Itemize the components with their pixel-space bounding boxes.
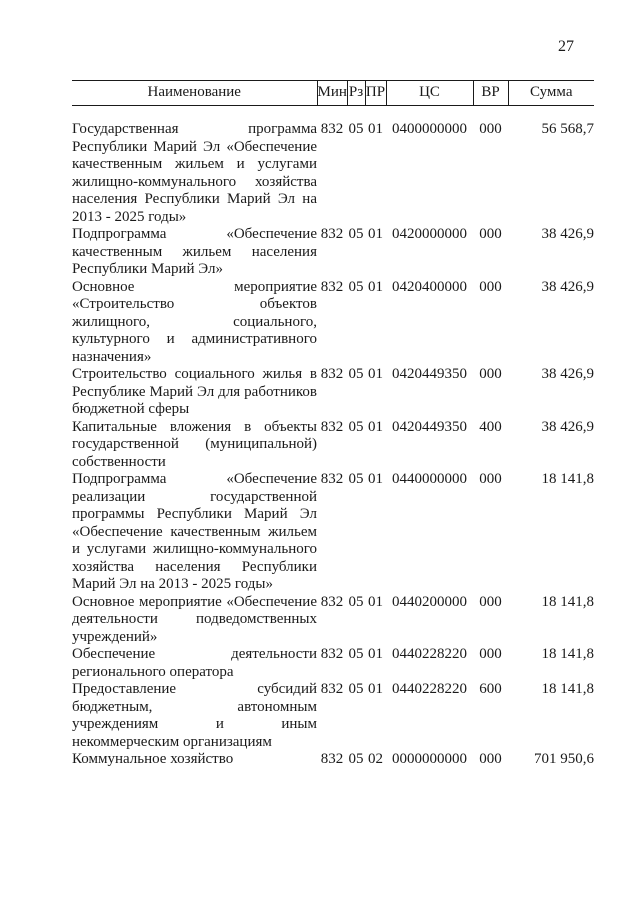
row-rz: 05 [348, 418, 364, 435]
row-name: Предоставление субсидий бюджетным, автономным учреждениям и иным некоммерческим организациям [72, 681, 317, 750]
row-min: 832 [320, 418, 344, 435]
row-pr: 01 [368, 226, 383, 242]
row-vr: 000 [479, 121, 502, 137]
row-rz: 05 [348, 121, 364, 137]
row-sum: 18 141,8 [541, 593, 594, 610]
row-pr: 01 [368, 471, 383, 487]
row-pr: 01 [368, 593, 383, 610]
table-row [72, 106, 594, 227]
row-vr: 000 [479, 226, 502, 242]
row-min: 832 [320, 751, 344, 767]
header-vr: ВР [473, 81, 508, 106]
row-name: Подпрограмма «Обеспечение качественным жильем населения Республики Марий Эл» [72, 226, 317, 277]
budget-table [72, 80, 594, 769]
row-name: Подпрограмма «Обеспечение реализации государственной программы Республики Марий Эл «Обеспечение качественным жильем и услугами жилищно-коммунального хозяйства населения Республики Марий Эл на 2013 - 2025 годы» [72, 471, 317, 592]
row-sum: 56 568,7 [541, 121, 594, 137]
row-min: 832 [320, 681, 344, 697]
row-rz: 05 [348, 646, 364, 662]
row-min: 832 [320, 646, 344, 662]
row-cs: 0420449350 [392, 366, 467, 382]
row-pr: 02 [368, 751, 383, 767]
header-name: Наименование [72, 81, 317, 106]
row-sum: 38 426,9 [541, 366, 594, 382]
row-pr: 01 [368, 646, 383, 662]
row-sum: 38 426,9 [541, 226, 594, 242]
row-pr: 01 [368, 366, 383, 382]
row-sum: 18 141,8 [541, 646, 594, 662]
row-sum: 18 141,8 [541, 471, 594, 487]
row-cs: 0440200000 [392, 593, 467, 610]
row-name: Коммунальное хозяйство [72, 751, 234, 767]
header-cs: ЦС [386, 81, 473, 106]
row-sum: 38 426,9 [541, 418, 594, 435]
row-cs: 0420449350 [392, 418, 467, 435]
row-rz: 05 [348, 471, 364, 487]
page-number: 27 [558, 38, 574, 55]
table-row [72, 226, 594, 279]
header-rz: Рз [347, 81, 365, 106]
row-rz: 05 [348, 278, 364, 295]
row-min: 832 [320, 226, 344, 242]
row-cs: 0000000000 [392, 751, 467, 767]
row-pr: 01 [368, 418, 383, 435]
row-vr: 600 [479, 681, 502, 697]
row-name: Основное мероприятие «Обеспечение деятельности подведомственных учреждений» [72, 593, 317, 645]
row-vr: 000 [479, 751, 502, 767]
table-row [72, 594, 594, 647]
row-name: Капитальные вложения в объекты государственной (муниципальной) собственности [72, 418, 317, 470]
row-cs: 0440228220 [392, 681, 467, 697]
row-rz: 05 [348, 751, 364, 767]
header-sum: Сумма [508, 81, 594, 106]
row-rz: 05 [348, 593, 364, 610]
row-name: Строительство социального жилья в Республике Марий Эл для работников бюджетной сферы [72, 366, 317, 417]
row-sum: 38 426,9 [541, 278, 594, 295]
table-row [72, 471, 594, 594]
row-cs: 0400000000 [392, 121, 467, 137]
table-row [72, 681, 594, 751]
row-pr: 01 [368, 278, 383, 295]
row-vr: 000 [479, 471, 502, 487]
row-cs: 0440000000 [392, 471, 467, 487]
row-name: Основное мероприятие «Строительство объектов жилищного, социального, культурного и административного назначения» [72, 278, 317, 365]
row-rz: 05 [348, 681, 364, 697]
table-row [72, 751, 594, 769]
row-cs: 0440228220 [392, 646, 467, 662]
header-min: Мин [317, 81, 347, 106]
row-vr: 000 [479, 593, 502, 610]
row-vr: 000 [479, 366, 502, 382]
row-name: Обеспечение деятельности регионального оператора [72, 646, 317, 680]
table-row [72, 279, 594, 367]
row-vr: 000 [479, 278, 502, 295]
row-rz: 05 [348, 366, 364, 382]
table-row [72, 366, 594, 419]
row-min: 832 [320, 366, 344, 382]
row-rz: 05 [348, 226, 364, 242]
row-min: 832 [320, 593, 344, 610]
row-cs: 0420000000 [392, 226, 467, 242]
table-row [72, 419, 594, 472]
header-pr: ПР [365, 81, 386, 106]
row-min: 832 [320, 121, 344, 137]
row-vr: 000 [479, 646, 502, 662]
row-pr: 01 [368, 681, 383, 697]
row-cs: 0420400000 [392, 278, 467, 295]
header-row [72, 81, 594, 106]
row-sum: 701 950,6 [534, 751, 594, 767]
table-row [72, 646, 594, 681]
row-vr: 400 [479, 418, 502, 435]
row-min: 832 [320, 278, 344, 295]
row-min: 832 [320, 471, 344, 487]
row-pr: 01 [368, 121, 383, 137]
row-sum: 18 141,8 [541, 681, 594, 697]
row-name: Государственная программа Республики Марий Эл «Обеспечение качественным жильем и услугами жилищно-коммунального хозяйства населения Республики Марий Эл на 2013 - 2025 годы» [72, 121, 317, 225]
